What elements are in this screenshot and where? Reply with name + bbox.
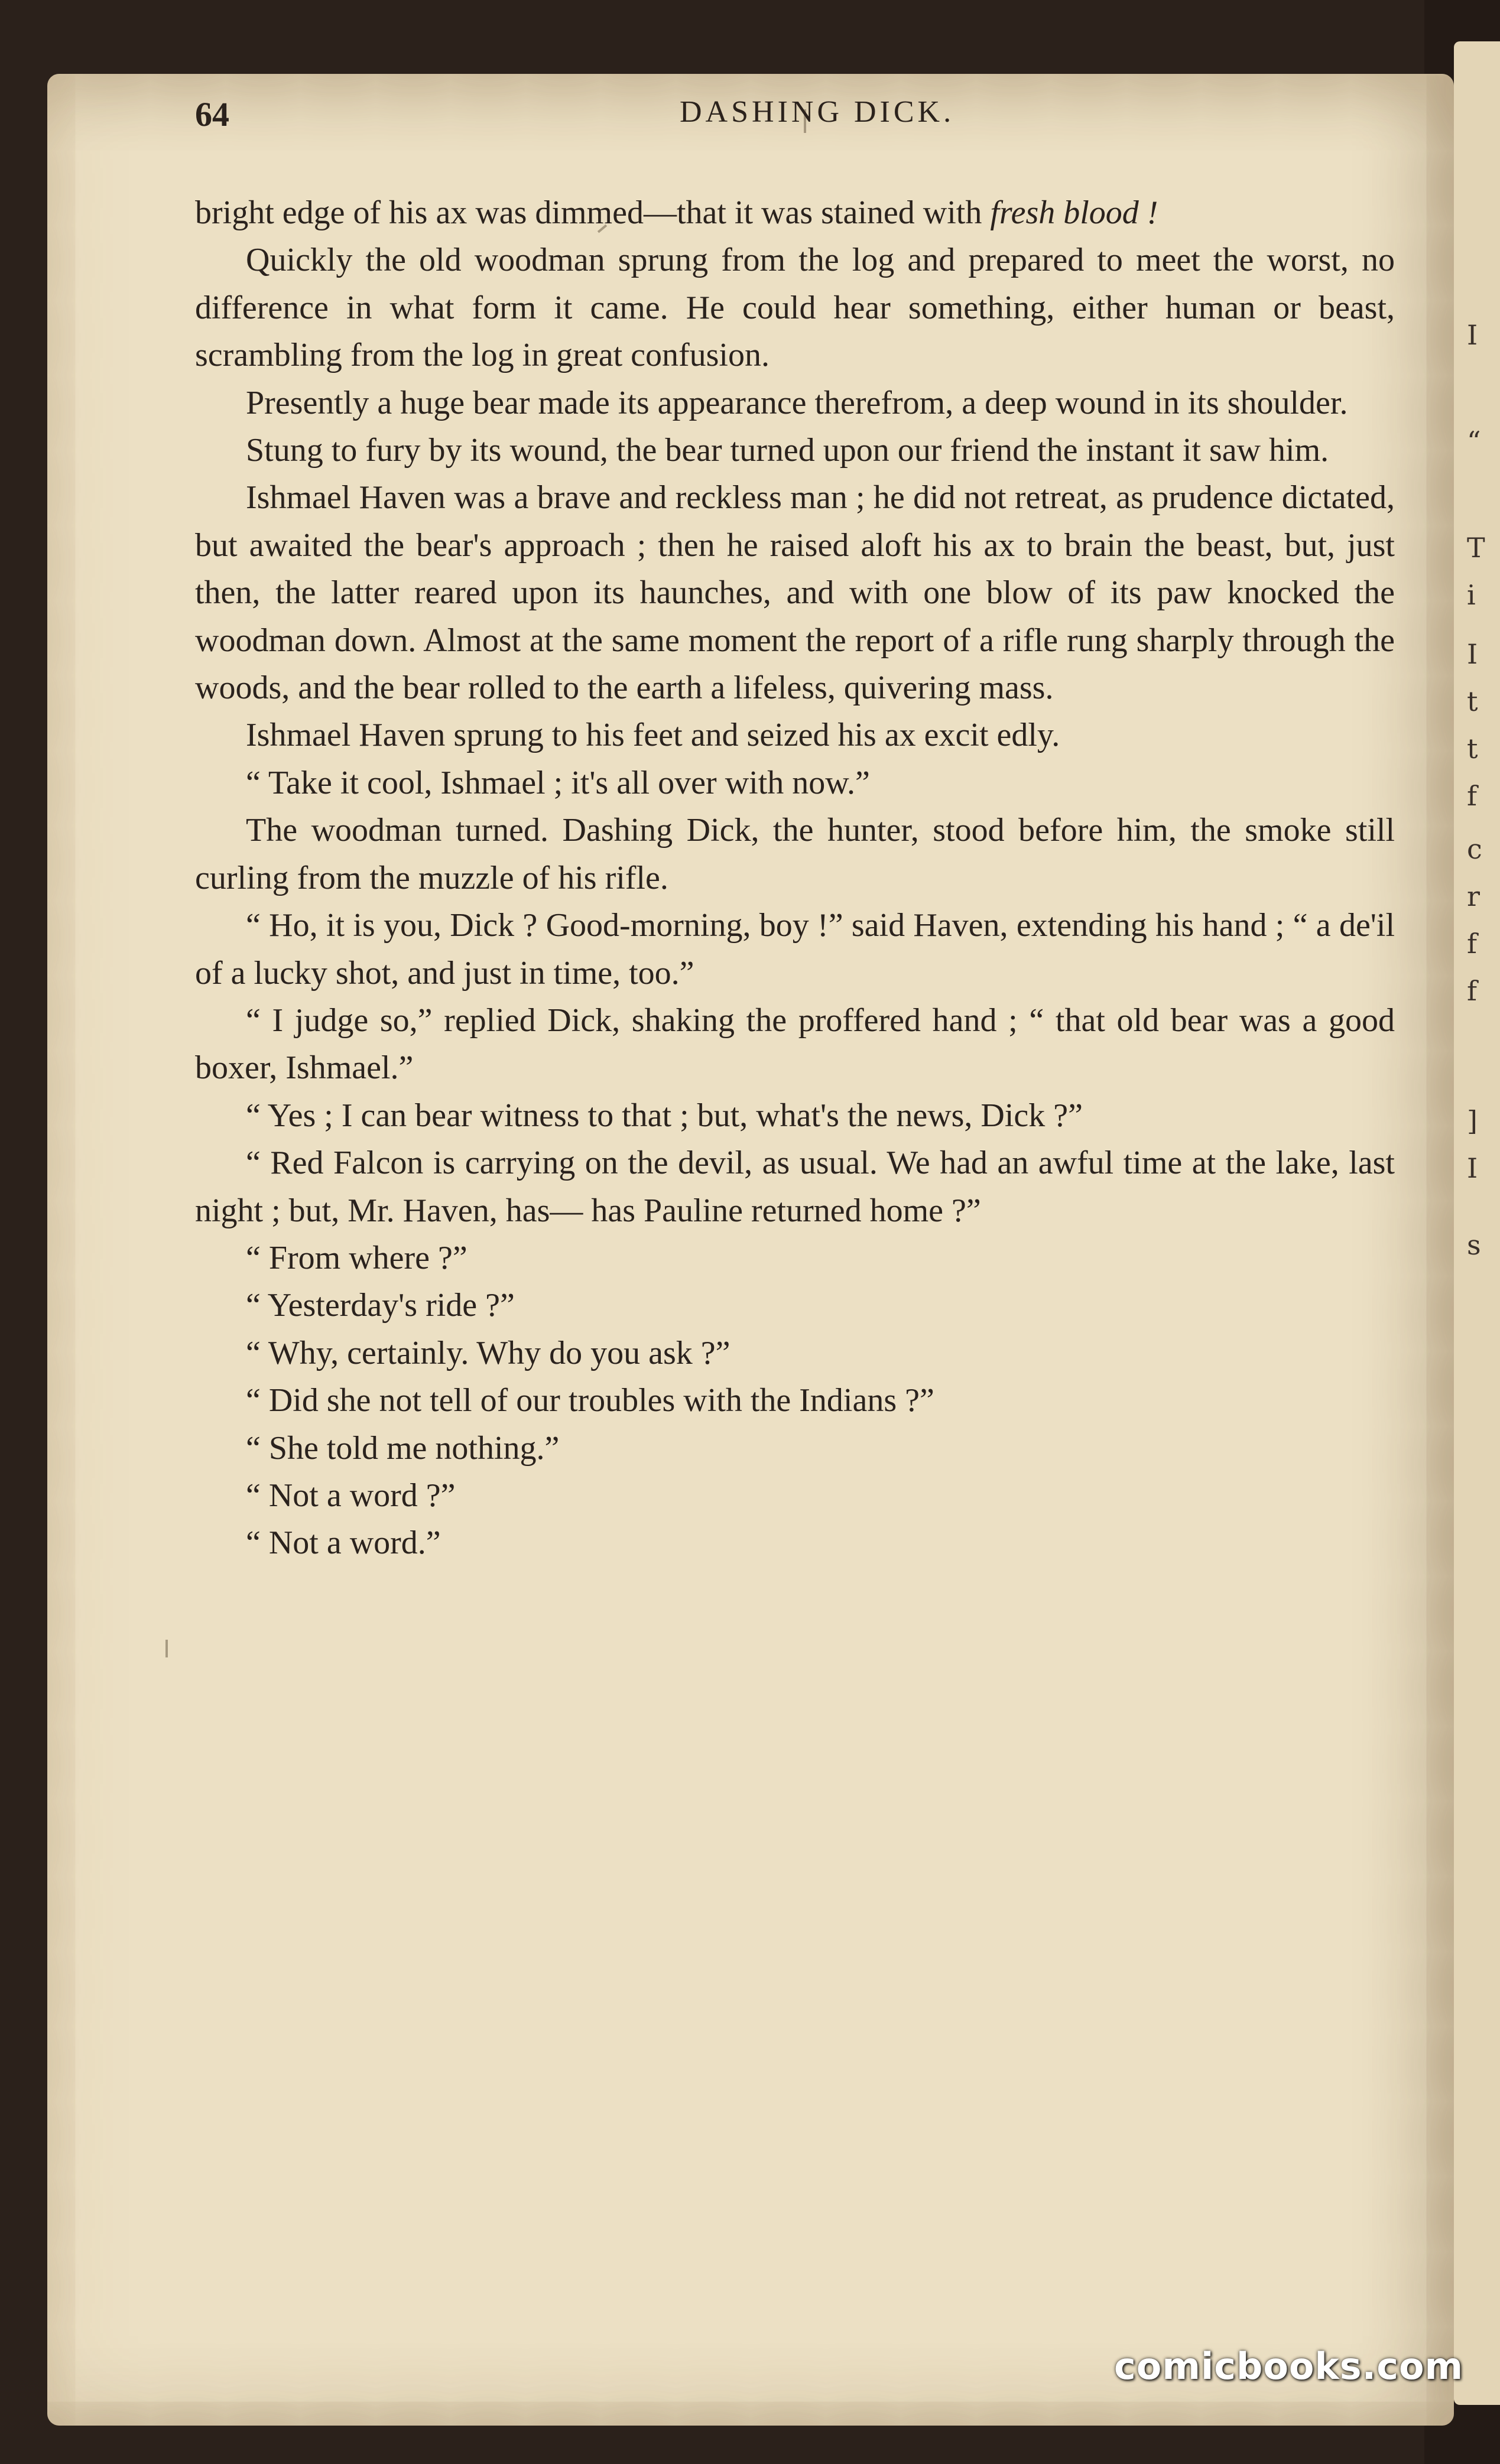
- adjacent-char: t: [1467, 685, 1478, 717]
- adjacent-char: I: [1467, 1152, 1478, 1184]
- paragraph: “ Not a word.”: [246, 1524, 441, 1562]
- paper-speck: [165, 1640, 168, 1657]
- page-header: [195, 95, 1377, 136]
- adjacent-char: i: [1467, 579, 1476, 611]
- page-number: 64: [195, 95, 229, 134]
- paragraph: “ Yesterday's ride ?”: [246, 1287, 515, 1324]
- paragraph: “ She told me nothing.”: [246, 1429, 560, 1467]
- paragraph: “ Ho, it is you, Dick ? Good-morning, boy !” said Haven, extending his hand ; “ a de'il of a lucky shot, and just in time, too.”: [195, 907, 1395, 992]
- paragraph: “ I judge so,” replied Dick, shaking the proffered hand ; “ that old bear was a good boxer, Ishmael.”: [195, 1002, 1395, 1087]
- paragraph: “ Why, certainly. Why do you ask ?”: [246, 1334, 730, 1371]
- paragraph: Ishmael Haven sprung to his feet and seized his ax excit edly.: [246, 717, 1060, 754]
- adjacent-page-edge: [1454, 41, 1500, 2405]
- running-head: DASHING DICK.: [680, 95, 955, 129]
- paragraph: “ Not a word ?”: [246, 1477, 456, 1514]
- paragraph: Stung to fury by its wound, the bear turned upon our friend the instant it saw him.: [246, 432, 1329, 469]
- adjacent-char: s: [1467, 1229, 1481, 1261]
- paragraph: Presently a huge bear made its appearance therefrom, a deep wound in its shoulder.: [246, 384, 1348, 421]
- adjacent-char: f: [1467, 780, 1478, 812]
- paragraph: [195, 189, 1395, 236]
- adjacent-char: “: [1467, 425, 1481, 457]
- paragraph: “ Yes ; I can bear witness to that ; but, what's the news, Dick ?”: [246, 1097, 1083, 1134]
- paragraph: “ From where ?”: [246, 1239, 467, 1276]
- adjacent-char: c: [1467, 833, 1482, 865]
- paragraph: “ Did she not tell of our troubles with the Indians ?”: [246, 1382, 934, 1419]
- paragraph: “ Red Falcon is carrying on the devil, as usual. We had an awful time at the lake, last night ; but, Mr. Haven, has— has Pauline returned home ?”: [195, 1145, 1395, 1229]
- paragraph-text: bright edge of his ax was dimmed—that it was stained with: [195, 194, 991, 231]
- paragraph: Quickly the old woodman sprung from the log and prepared to meet the worst, no difference in what form it came. He could hear something, either human or beast, scrambling from the log in great confusion.: [195, 242, 1395, 374]
- page-body: [195, 189, 1395, 1567]
- paragraph: Ishmael Haven was a brave and reckless man ; he did not retreat, as prudence dictated, but awaited the bear's approach ; then he raised aloft his ax to brain the beast, but, just then, the latter reared upon its haunches, and with one blow of its paw knocked the woodman down. Almost at the same moment the report of a rifle rung sharply through the woods, and the bear rolled to the earth a lifeless, quivering mass.: [195, 479, 1395, 707]
- adjacent-char: f: [1467, 975, 1478, 1007]
- adjacent-char: ]: [1467, 1105, 1478, 1137]
- adjacent-char: T: [1467, 532, 1485, 564]
- adjacent-char: I: [1467, 638, 1478, 670]
- watermark: comicbooks.com: [1114, 2345, 1464, 2388]
- emphasis-text: fresh blood !: [990, 194, 1158, 231]
- paragraph: The woodman turned. Dashing Dick, the hunter, stood before him, the smoke still curling from the muzzle of his rifle.: [195, 812, 1395, 896]
- adjacent-char: r: [1467, 880, 1480, 912]
- adjacent-char: f: [1467, 928, 1478, 960]
- adjacent-char: I: [1467, 319, 1478, 351]
- paragraph: “ Take it cool, Ishmael ; it's all over with now.”: [246, 764, 870, 801]
- adjacent-char: t: [1467, 733, 1478, 765]
